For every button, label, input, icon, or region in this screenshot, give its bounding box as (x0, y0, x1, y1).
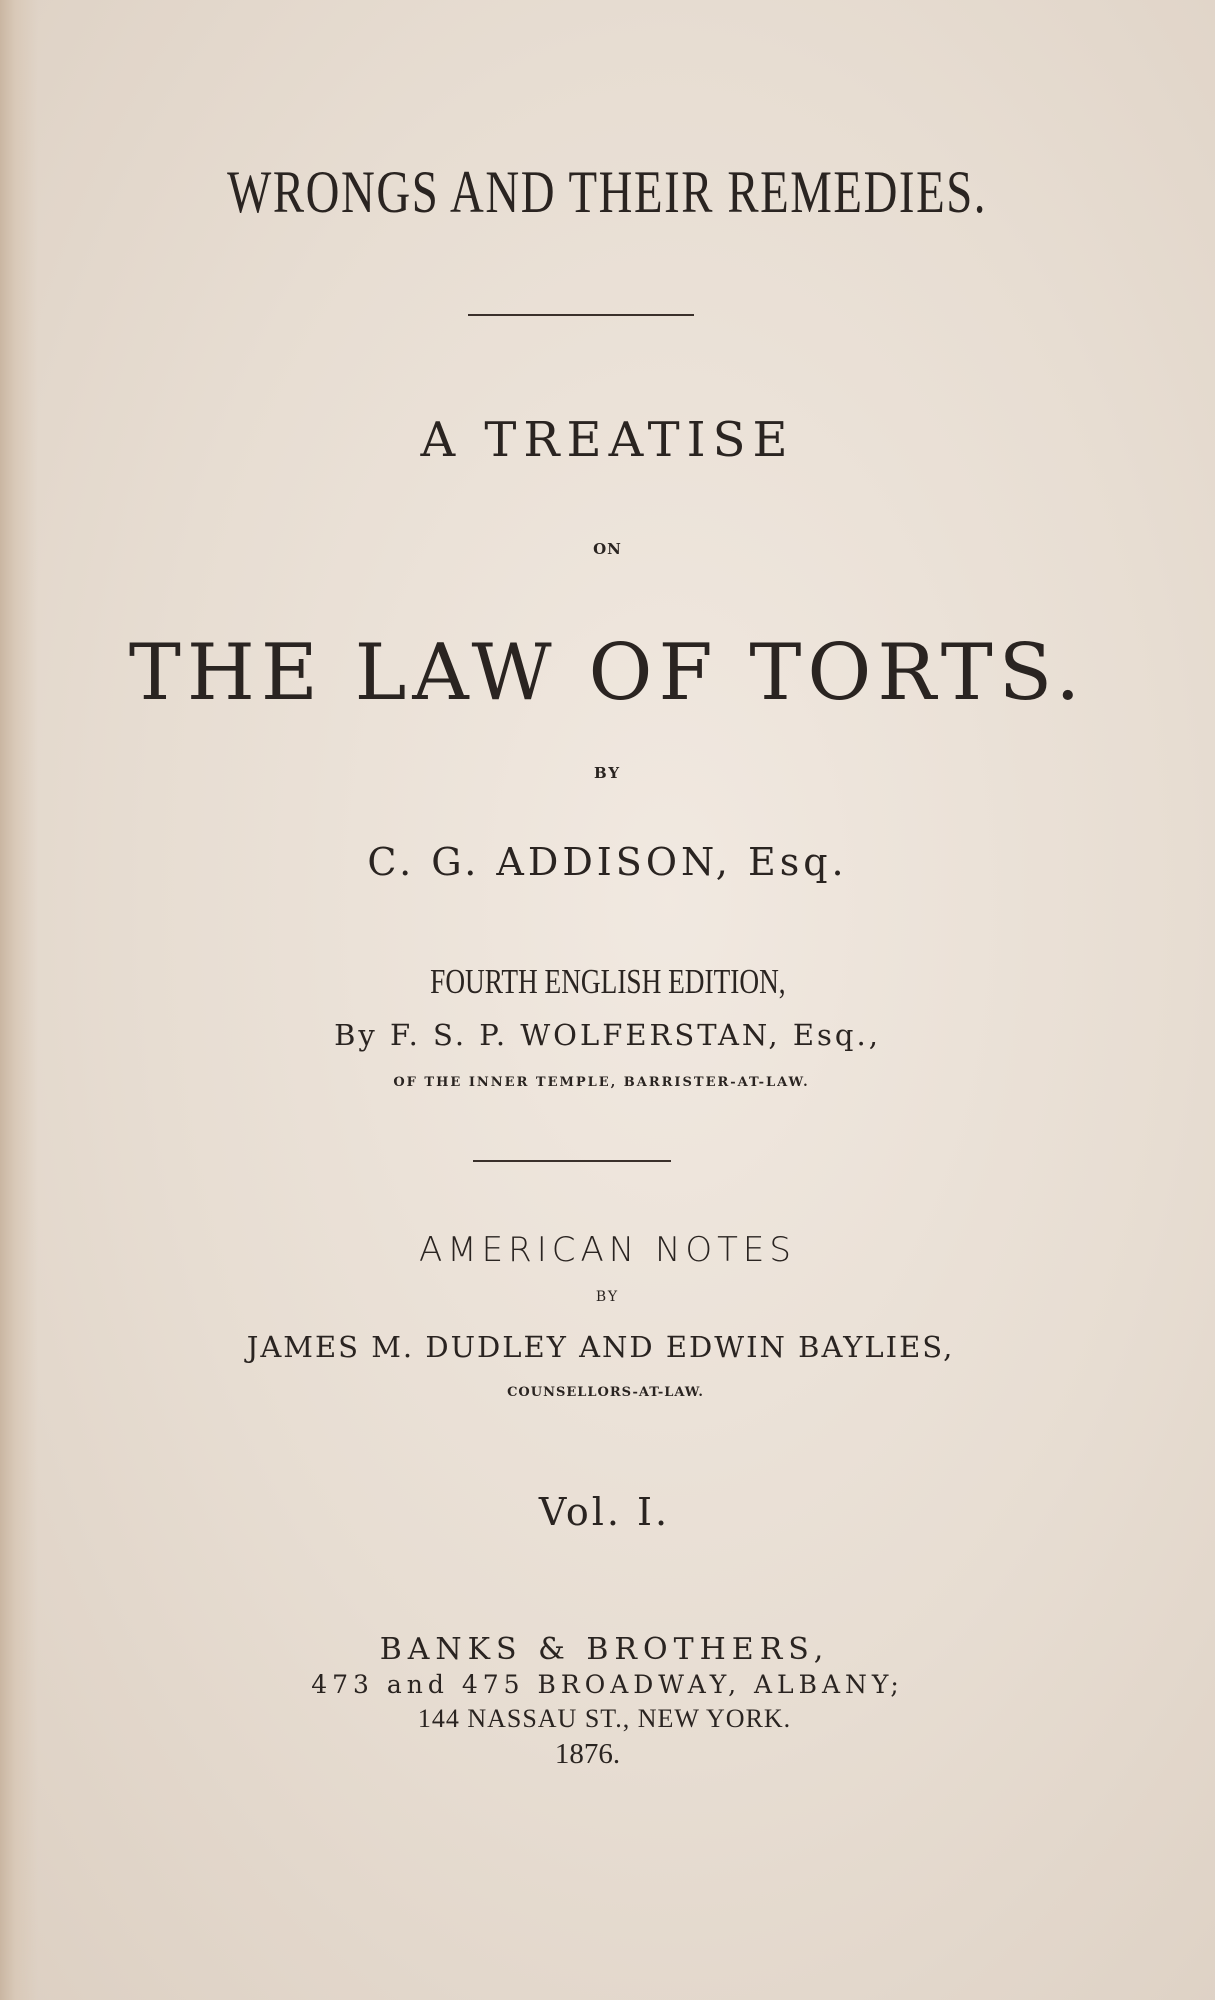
treatise-heading: A TREATISE (420, 412, 795, 468)
american-notes-heading: AMERICAN NOTES (419, 1230, 796, 1270)
publisher-name: BANKS & BROTHERS, (379, 1632, 830, 1667)
author-name: C. G. ADDISON, Esq. (367, 840, 848, 884)
annotators-names: JAMES M. DUDLEY AND EDWIN BAYLIES, (246, 1330, 955, 1364)
edition-label: FOURTH ENGLISH EDITION, (429, 962, 786, 1001)
volume-label: Vol. I. (538, 1490, 671, 1534)
publisher-address-1: 473 and 475 BROADWAY, ALBANY; (311, 1670, 904, 1699)
on-label: ON (593, 540, 622, 558)
annotators-role: COUNSELLORS-AT-LAW. (507, 1385, 704, 1400)
editor-affiliation: OF THE INNER TEMPLE, BARRISTER-AT-LAW. (393, 1075, 810, 1090)
editor-by: By (334, 1018, 378, 1052)
by-label-2: BY (595, 1289, 620, 1305)
main-title: WRONGS AND THEIR REMEDIES. (227, 159, 988, 225)
divider-top (468, 314, 694, 316)
subject-title: THE LAW OF TORTS. (128, 628, 1087, 718)
publication-year: 1876. (554, 1738, 621, 1770)
divider-middle (473, 1160, 671, 1162)
editor-name: F. S. P. WOLFERSTAN, Esq., (389, 1018, 881, 1052)
publisher-address-2: 144 NASSAU ST., NEW YORK. (417, 1704, 792, 1733)
by-label-1: BY (593, 764, 622, 782)
editor-line (0, 1018, 1215, 1052)
